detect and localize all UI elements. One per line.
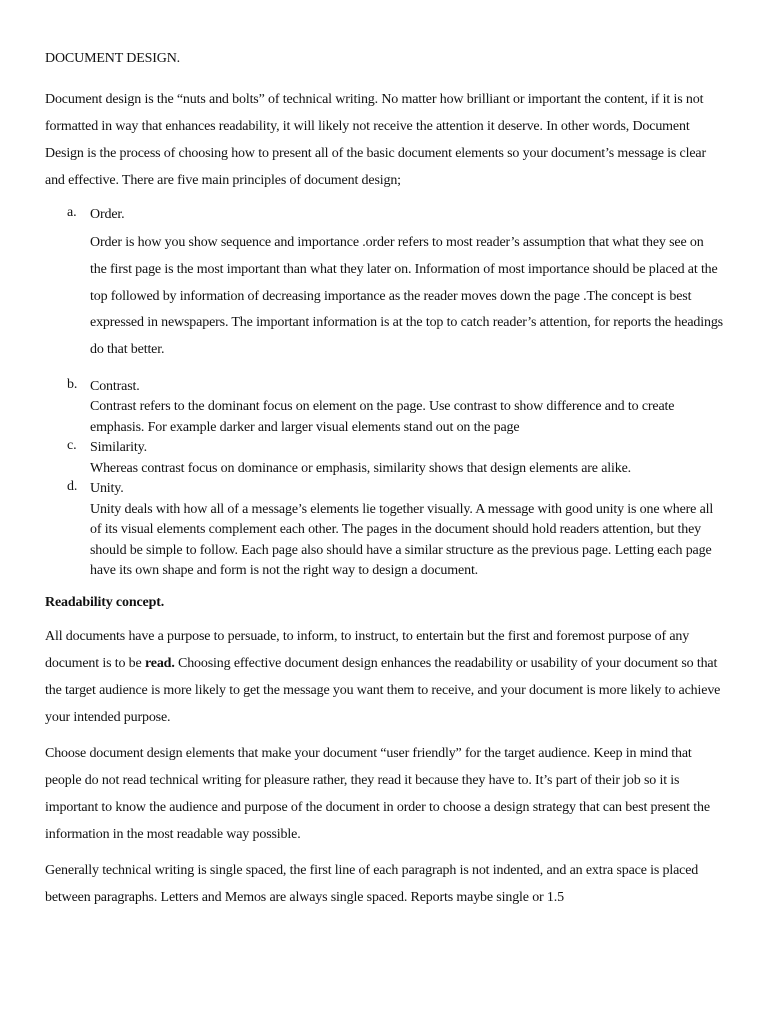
principle-text: Unity deals with how all of a message’s elements lie together visually. A message with good unity is one where all of its visual elements complement each other. The pages in the document should hold readers attention, but they should be simple to follow. Each page also should have a similar structure as the previous page. Letting each page have its own shape and form is not the right way to design a document. [90,501,714,579]
principle-item-order [45,205,723,364]
principles-list [45,205,723,582]
readability-paragraph-2: Choose document design elements that make your document “user friendly” for the target audience. Keep in mind that people do not read technical writing for pleasure rather, they read it because they have to. It’s part of their job so it is important to know the audience and purpose of the document in order to choose a design strategy that can best present the information in the most readable way possible. [45,745,710,842]
list-marker: b. [67,376,78,392]
principle-name: Order. [90,207,125,222]
principle-text: Order is how you show sequence and importance .order refers to most reader’s assumption that what they see on the first page is the most important than what they later on. Information of most importance should be placed at the top followed by information of decreasing importance as the reader moves down the page .The concept is best expressed in newspapers. The important information is at the top to catch reader’s attention, for reports the headings do that better. [90,235,723,358]
readability-p1-end: Choosing effective document design enhances the readability or usability of your document so that the target audience is more likely to get the message you want them to receive, and your document is more likely to achieve your intended purpose. [45,655,721,725]
principle-item-unity [45,479,723,582]
principle-text: Contrast refers to the dominant focus on element on the page. Use contrast to show difference and to create emphasis. For example darker and larger visual elements stand out on the page [90,399,675,435]
list-marker: a. [67,205,77,220]
principle-item-contrast [45,377,723,439]
readability-p1-start: All documents have a purpose to persuade, to inform, to instruct, to entertain but the first and foremost purpose of any document is to be [45,628,690,671]
intro-paragraph: Document design is the “nuts and bolts” of technical writing. No matter how brilliant or important the content, if it is not formatted in way that enhances readability, it will likely not receive the attention it deserve. In other words, Document Design is the process of choosing how to present all of the basic document elements so your document’s message is clear and effective. There are five main principles of document design; [45,92,706,188]
list-marker: d. [67,479,78,495]
document-title: DOCUMENT DESIGN. [45,51,181,66]
readability-paragraph-1 [45,623,723,731]
principle-item-similarity [45,438,723,479]
principle-name: Unity. [90,481,124,497]
principle-text: Whereas contrast focus on dominance or emphasis, similarity shows that design elements are alike. [90,460,632,476]
readability-heading: Readability concept. [45,594,165,610]
principle-name: Similarity. [90,440,147,456]
document-page [45,49,723,920]
principle-name: Contrast. [90,378,140,394]
readability-p1-bold: read. [144,655,175,671]
list-marker: c. [67,438,77,454]
readability-paragraph-3: Generally technical writing is single spaced, the first line of each paragraph is not indented, and an extra space is placed between paragraphs. Letters and Memos are always single spaced. Reports maybe single or 1.5 [45,862,699,905]
